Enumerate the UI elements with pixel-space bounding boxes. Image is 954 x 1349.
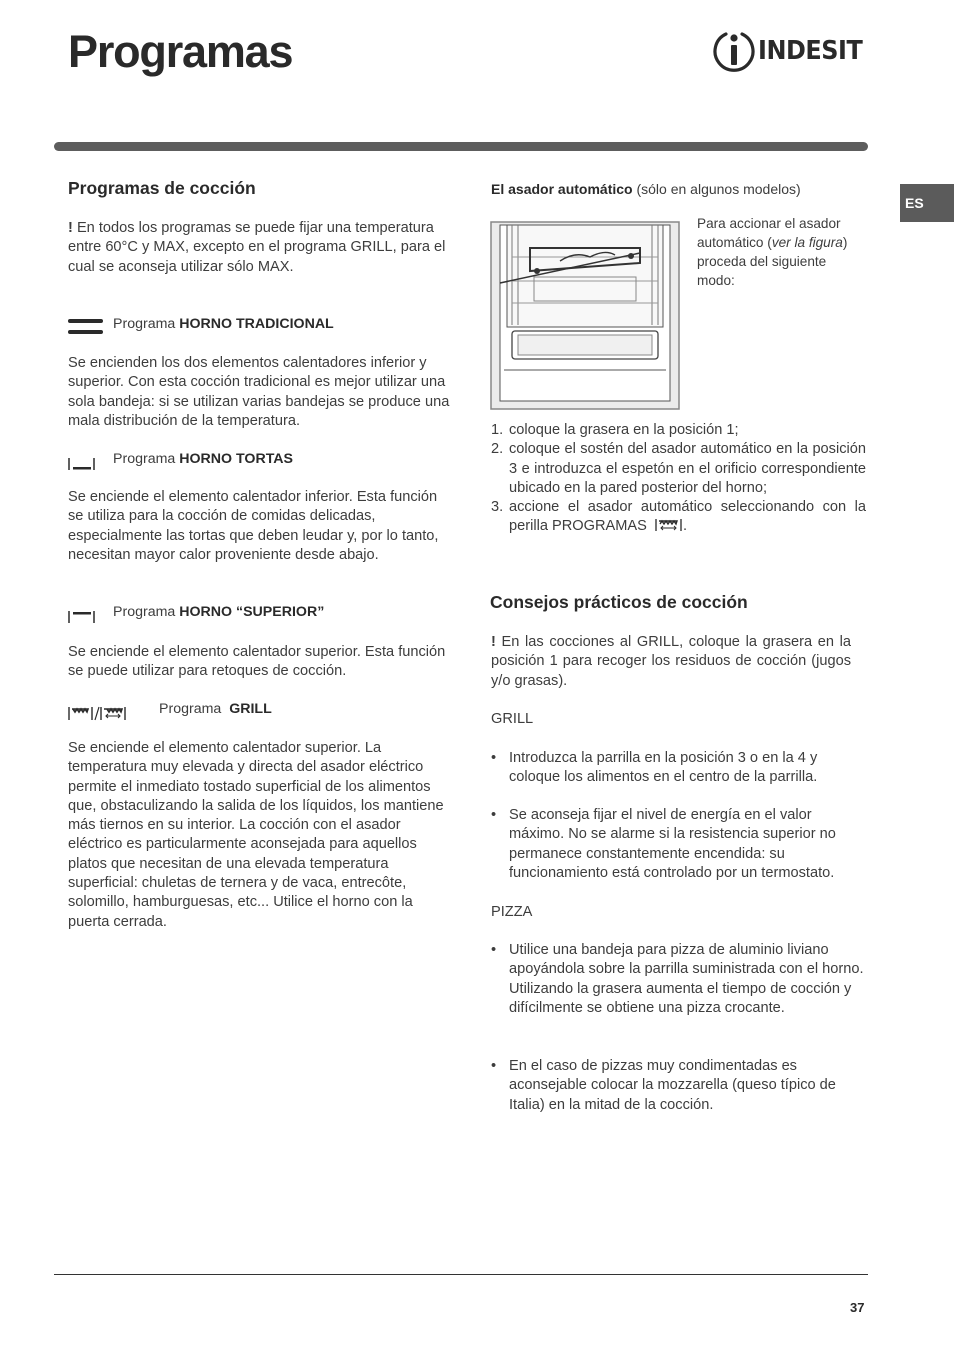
program-cakes-label <box>113 451 293 467</box>
bullet-dot: • <box>491 807 497 823</box>
program-name: HORNO TORTAS <box>179 451 294 467</box>
grill-tip-2 <box>491 806 869 883</box>
intro-text: En todos los programas se puede fijar una temperatura entre 60°C y MAX, excepto en el programa GRILL, para el cual se aconseja utilizar sólo MAX. <box>68 220 446 275</box>
program-top-label <box>113 604 324 620</box>
program-name: GRILL <box>229 701 272 717</box>
grill-icon <box>68 705 128 723</box>
rotisserie-grill-icon <box>655 518 683 532</box>
pizza-tip-2 <box>491 1057 869 1115</box>
page-title: Programas <box>68 26 293 77</box>
bullet-text: Se aconseja fijar el nivel de energía en el valor máximo. No se alarme si la resistencia superior no permanece constantemente encendida: su funcionamiento está controlado por un termostato. <box>509 807 836 881</box>
bullet-dot: • <box>491 942 497 958</box>
step-text: coloque el sostén del asador automático en la posición 3 e introduzca el espetón en el orificio correspondiente ubicado en la pared posterior del horno; <box>509 441 866 496</box>
bullet-text: Utilice una bandeja para pizza de aluminio liviano apoyándola sobre la parrilla suministrada con el horno. <box>509 942 864 978</box>
step-text: accione el asador automático seleccionando con la perilla PROGRAMAS <box>509 499 866 535</box>
caption-emphasis: ver la figura <box>771 235 843 250</box>
rotisserie-heading <box>491 181 801 197</box>
program-cakes-description: Se enciende el elemento calentador inferior. Esta función se utiliza para la cocción de comidas delicadas, especialmente las tortas que deben leudar y, por lo tanto, necesitan mayor calor proveniente desde abajo. <box>68 489 439 563</box>
step-number: 1. <box>491 422 504 438</box>
tips-intro-text: En las cocciones al GRILL, coloque la grasera en la posición 1 para recoger los residuos de cocción (jugos y/o grasas). <box>491 634 851 689</box>
header-divider <box>54 142 868 151</box>
tips-intro <box>491 633 851 691</box>
grill-subheading: GRILL <box>491 711 534 727</box>
caption-part: Para accionar el asador automático ( <box>697 216 841 250</box>
language-tab: ES <box>900 184 954 222</box>
page-number: 37 <box>850 1300 865 1315</box>
program-prefix: Programa <box>113 451 176 467</box>
warning-mark: ! <box>491 634 496 650</box>
step-item <box>491 440 866 498</box>
step-item <box>491 421 866 440</box>
traditional-oven-icon <box>68 318 104 336</box>
bullet-text: Introduzca la parrilla en la posición 3 o en la 4 y coloque los alimentos en el centro de la parrilla. <box>509 750 818 786</box>
program-prefix: Programa <box>159 701 222 717</box>
top-heat-icon <box>68 609 96 625</box>
rotisserie-note: (sólo en algunos modelos) <box>636 181 801 197</box>
bottom-heat-icon <box>68 456 96 472</box>
caption-part: ) proceda del siguiente modo: <box>697 235 848 288</box>
step-number: 3. <box>491 499 504 516</box>
brand-name: INDESIT <box>758 36 863 66</box>
program-name: HORNO “SUPERIOR” <box>179 604 325 620</box>
indesit-i-icon <box>712 29 756 75</box>
program-name: HORNO TRADICIONAL <box>179 316 334 332</box>
brand-logo <box>712 29 872 75</box>
step-text: coloque la grasera en la posición 1; <box>509 422 739 438</box>
program-traditional-label <box>113 316 334 332</box>
program-top-description: Se enciende el elemento calentador superior. Esta función se puede utilizar para retoques de cocción. <box>68 644 446 680</box>
intro-paragraph <box>68 219 453 277</box>
bullet-dot: • <box>491 750 497 766</box>
grill-tip-1 <box>491 749 869 788</box>
program-traditional-description: Se encienden los dos elementos calentadores inferior y superior. Con esta cocción tradicional es mejor utilizar una sola bandeja: si se utilizan varias bandejas se produce una mala distribución de la temperatura. <box>68 355 450 429</box>
rotisserie-steps <box>491 421 866 537</box>
program-grill-description: Se enciende el elemento calentador superior. La temperatura muy elevada y directa del asador eléctrico permite el inmediato tostado superficial de los alimentos que, obstaculizando la salida de los líquidos, los mantiene más tiernos en su interior. La cocción con el asador eléctrico es particularmente aconsejada para aquellos platos que necesitan de una elevada temperatura superficial: chuletas de ternera y de vaca, entrecôte, solomillo, hamburguesas, etc... Utilice el horno con la puerta cerrada. <box>68 740 444 930</box>
rotisserie-figure <box>490 221 680 410</box>
bullet-text: En el caso de pizzas muy condimentadas es aconsejable colocar la mozzarella (queso típico de Italia) en la mitad de la cocción. <box>509 1058 836 1113</box>
program-prefix: Programa <box>113 604 176 620</box>
program-grill-label <box>159 701 272 717</box>
section-title-programs: Programas de cocción <box>68 178 256 198</box>
footer-divider <box>54 1274 868 1275</box>
program-prefix: Programa <box>113 316 176 332</box>
figure-caption <box>697 214 867 290</box>
section-title-tips: Consejos prácticos de cocción <box>490 592 748 612</box>
bullet-dot: • <box>491 1058 497 1074</box>
bullet-extra-text: Utilizando la grasera aumenta el tiempo de cocción y difícilmente se obtiene una pizza crocante. <box>509 980 852 1016</box>
pizza-tip-1 <box>491 941 869 1018</box>
warning-mark: ! <box>68 220 73 236</box>
step-item: 3. accione el asador automático seleccionando con la perilla PROGRAMAS . <box>491 499 866 535</box>
rotisserie-title: El asador automático <box>491 181 633 197</box>
step-number: 2. <box>491 441 504 458</box>
pizza-subheading: PIZZA <box>491 904 533 920</box>
